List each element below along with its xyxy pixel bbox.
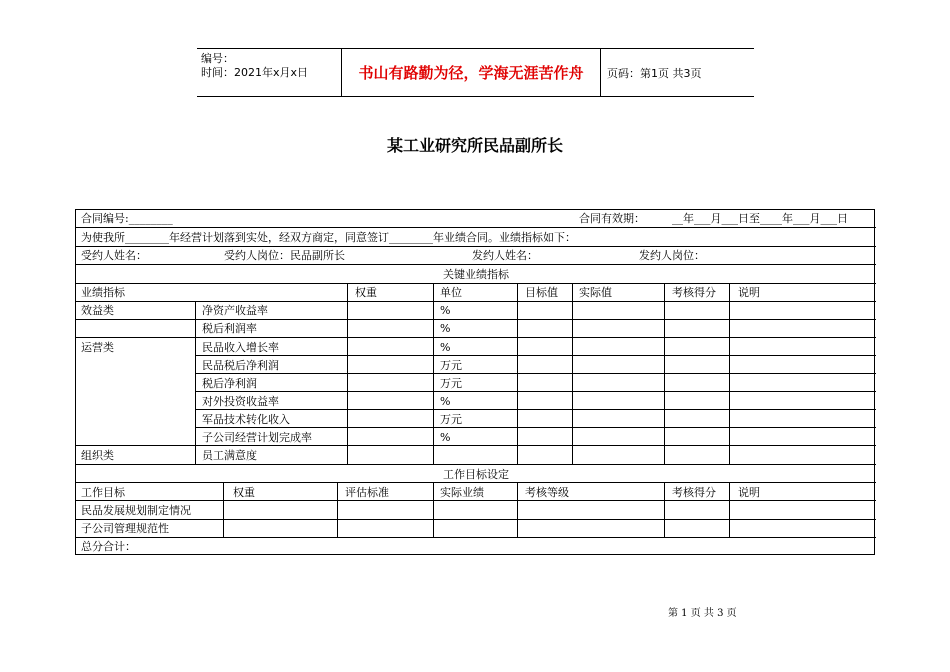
goal-section-heading: 工作目标设定: [443, 468, 509, 481]
page-footer: 第 1 页 共 3 页: [668, 608, 737, 619]
employee-post-label: 受约人岗位：民品副所长: [224, 249, 345, 262]
kpi-category-operation: 运营类: [81, 341, 114, 354]
goal-col-criteria: 评估标准: [345, 486, 389, 499]
header-motto-cell: [341, 49, 601, 96]
kpi-indicator: 对外投资收益率: [202, 395, 279, 408]
kpi-indicator: 员工满意度: [202, 449, 257, 462]
kpi-unit: 万元: [440, 359, 462, 372]
kpi-unit: %: [440, 322, 451, 335]
kpi-indicator: 税后利润率: [202, 322, 257, 335]
page-header: [197, 48, 754, 97]
goal-col-notes: 说明: [738, 486, 760, 499]
kpi-col-unit: 单位: [440, 286, 462, 299]
contract-number-label: 合同编号:________: [81, 212, 173, 225]
kpi-category-benefit: 效益类: [81, 304, 114, 317]
employee-name-label: 受约人姓名：: [81, 249, 147, 262]
kpi-indicator: 民品税后净利润: [202, 359, 279, 372]
kpi-unit: 万元: [440, 377, 462, 390]
kpi-unit: %: [440, 431, 451, 444]
kpi-section-heading: 关键业绩指标: [443, 268, 509, 281]
goal-col-target: 工作目标: [81, 486, 125, 499]
performance-contract-table: [75, 209, 875, 555]
kpi-col-weight: 权重: [355, 286, 377, 299]
kpi-col-target: 目标值: [525, 286, 558, 299]
goal-row: 民品发展规划制定情况: [81, 504, 191, 517]
kpi-indicator: 民品收入增长率: [202, 341, 279, 354]
contract-intro: 为使我所________年经营计划落到实处，经双方商定，同意签订________年业绩合同。业绩指标如下：: [81, 231, 576, 244]
header-motto: 书山有路勤为径，学海无涯苦作舟: [358, 64, 584, 82]
contract-validity-value: __年___月___日至____年___月___日: [672, 212, 848, 225]
kpi-col-notes: 说明: [738, 286, 760, 299]
header-page-info: 页码：第1页 共3页: [607, 66, 702, 80]
total-score-label: 总分合计：: [81, 540, 136, 553]
kpi-col-indicator: 业绩指标: [81, 286, 125, 299]
header-time-label: 时间：2021年x月x日: [201, 66, 309, 79]
header-meta: [197, 49, 341, 96]
kpi-col-actual: 实际值: [579, 286, 612, 299]
kpi-indicator: 子公司经营计划完成率: [202, 431, 312, 444]
header-number-label: 编号：: [201, 52, 234, 65]
goal-row: 子公司管理规范性: [81, 522, 169, 535]
kpi-unit: 万元: [440, 413, 462, 426]
issuer-post-label: 发约人岗位：: [639, 249, 705, 262]
kpi-indicator: 净资产收益率: [202, 304, 268, 317]
kpi-unit: %: [440, 341, 451, 354]
goal-col-weight: 权重: [233, 486, 255, 499]
kpi-unit: %: [440, 395, 451, 408]
goal-col-score: 考核得分: [672, 486, 716, 499]
contract-validity-label: 合同有效期：: [579, 212, 645, 225]
document-title: 某工业研究所民品副所长: [386, 136, 563, 155]
kpi-indicator: 税后净利润: [202, 377, 257, 390]
issuer-name-label: 发约人姓名：: [472, 249, 538, 262]
kpi-col-score: 考核得分: [672, 286, 716, 299]
kpi-unit: %: [440, 304, 451, 317]
goal-col-grade: 考核等级: [525, 486, 569, 499]
kpi-category-organization: 组织类: [81, 449, 114, 462]
goal-col-actual: 实际业绩: [440, 486, 484, 499]
kpi-indicator: 军品技术转化收入: [202, 413, 290, 426]
